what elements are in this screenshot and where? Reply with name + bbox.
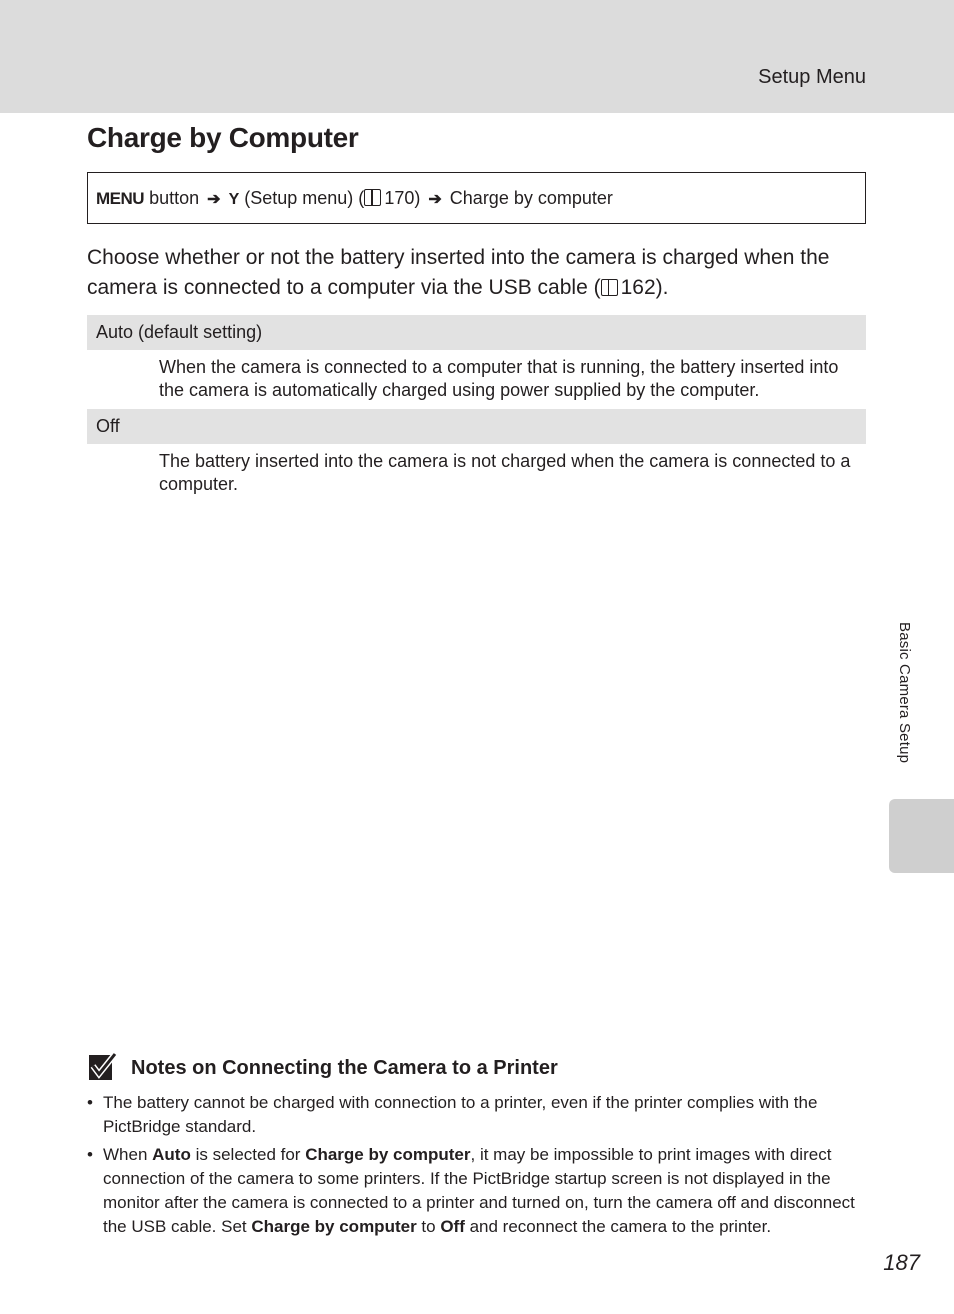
menu-navigation-path	[87, 172, 866, 224]
option-auto-heading: Auto (default setting)	[87, 315, 866, 350]
note-bold-term: Auto	[152, 1145, 191, 1164]
header-band	[0, 0, 954, 113]
side-section-label: Basic Camera Setup	[896, 622, 913, 764]
note-bold-term: Charge by computer	[305, 1145, 471, 1164]
option-off-heading: Off	[87, 409, 866, 444]
arrow-icon: ➔	[428, 191, 442, 208]
page-title: Charge by Computer	[87, 122, 359, 153]
arrow-icon: ➔	[207, 191, 221, 208]
note-bold-term: Off	[440, 1217, 465, 1236]
note-text: , it may be impossible to print images with direct connection of the camera to some printers. If the PictBridge startup screen is not displayed in the monitor after the camera is connected to a printer and turned on, turn the camera off and disconnect the USB cable. Set	[103, 1145, 855, 1236]
wrench-icon: Y	[228, 191, 240, 208]
note-bold-term: Charge by computer	[251, 1217, 417, 1236]
intro-page-ref: 162	[620, 276, 656, 299]
note-item	[87, 1143, 867, 1239]
option-auto-description: When the camera is connected to a computer that is running, the battery inserted into the camera is automatically charged using power supplied by the computer.	[159, 357, 839, 400]
note-list	[87, 1091, 867, 1243]
intro-text: Choose whether or not the battery inserted into the camera is charged when the camera is connected to a computer via the USB cable (	[87, 246, 830, 299]
button-label: button	[149, 188, 200, 208]
note-item: • The battery cannot be charged with connection to a printer, even if the printer complies with the PictBridge standard.	[87, 1091, 867, 1139]
setup-menu-page-ref: 170	[384, 188, 415, 208]
note-text: is selected for	[190, 1145, 306, 1164]
menu-item-label: Charge by computer	[449, 188, 613, 208]
intro-paragraph	[87, 243, 872, 303]
section-label: Setup Menu	[758, 66, 866, 88]
page-reference-icon	[601, 279, 618, 296]
note-title: Notes on Connecting the Camera to a Printer	[131, 1057, 558, 1079]
note-check-icon	[88, 1052, 118, 1082]
note-text: When	[103, 1145, 153, 1164]
page-number: 187	[883, 1250, 920, 1275]
note-text: and reconnect the camera to the printer.	[464, 1217, 772, 1236]
side-section-tab	[889, 799, 954, 873]
close-paren: )	[414, 188, 421, 208]
setup-menu-label: (Setup menu) (	[244, 188, 365, 208]
menu-button-icon: MENU	[96, 189, 145, 208]
page-reference-icon	[364, 189, 381, 206]
note-text: to	[416, 1217, 441, 1236]
option-off-description: The battery inserted into the camera is not charged when the camera is connected to a computer.	[159, 451, 851, 494]
intro-end: ).	[655, 276, 669, 299]
